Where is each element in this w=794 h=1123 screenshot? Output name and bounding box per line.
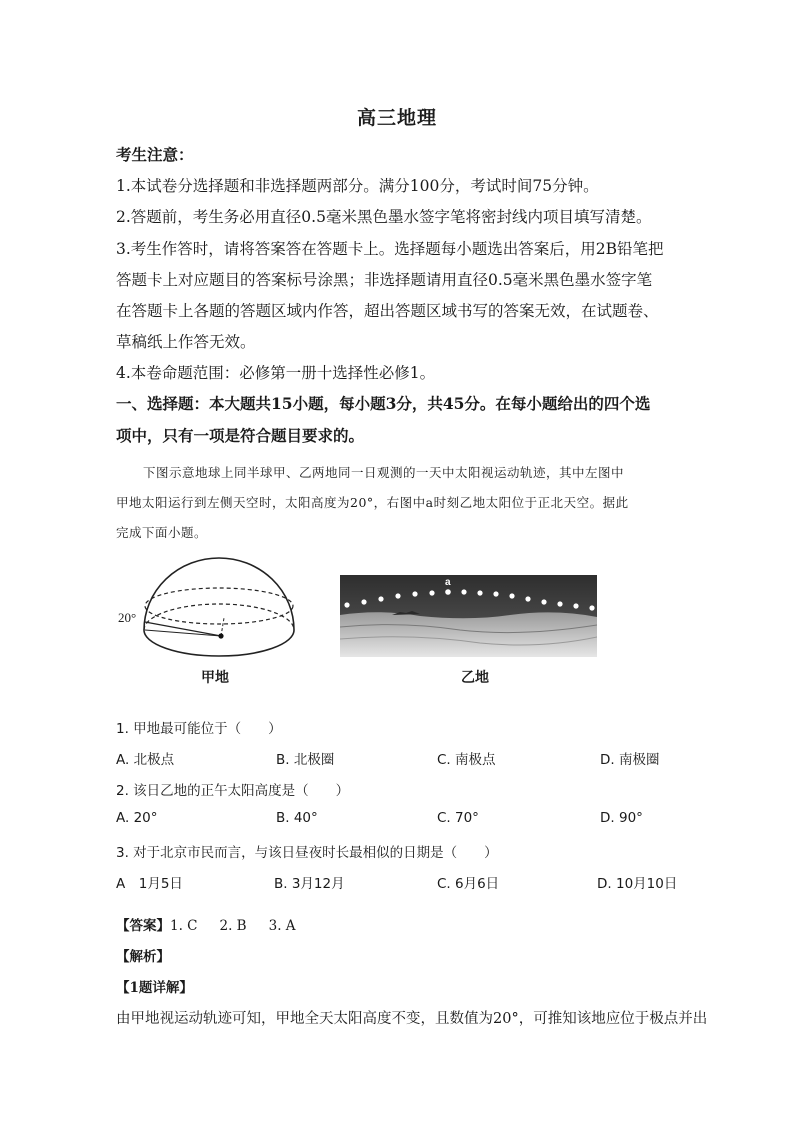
- sun-position: [525, 596, 530, 601]
- q3-option-c: C. 6月6日: [437, 876, 500, 892]
- answer-value: 2. B: [219, 918, 247, 934]
- page-title: 高三地理: [356, 107, 437, 129]
- passage-line: 甲地太阳运行到左侧天空时，太阳高度为20°，右图中a时刻乙地太阳位于正北天空。据此: [116, 495, 629, 510]
- q2-option-d: D. 90°: [600, 810, 643, 826]
- angle-label: 20°: [118, 610, 137, 625]
- section-heading: 一、选择题：本大题共15小题，每小题3分，共45分。在每小题给出的四个选: [116, 394, 651, 413]
- question-1-stem: 1. 甲地最可能位于（ ）: [116, 721, 282, 737]
- answer-value: 1. C: [170, 918, 198, 934]
- question-2-stem: 2. 该日乙地的正午太阳高度是（ ）: [116, 783, 350, 799]
- notice-heading: 考生注意：: [116, 145, 194, 164]
- observer-point: [218, 633, 223, 638]
- passage-line: 完成下面小题。: [116, 525, 208, 540]
- sun-position: [461, 589, 466, 594]
- sun-position: [429, 590, 434, 595]
- sun-position: [412, 591, 417, 596]
- notice-line: 草稿纸上作答无效。: [116, 333, 256, 351]
- sun-position: [395, 593, 400, 598]
- sun-position-a: [445, 589, 451, 595]
- q3-option-d: D. 10月10日: [597, 876, 678, 892]
- dome-outline: [144, 558, 294, 630]
- q2-option-c: C. 70°: [437, 810, 479, 826]
- sun-path-circle: [145, 588, 293, 624]
- q1-option-d: D. 南极圈: [600, 752, 660, 768]
- analysis-text: 由甲地视运动轨迹可知，甲地全天太阳高度不变，且数值为20°，可推知该地应位于极点并出: [116, 1011, 708, 1027]
- horizon-line: [145, 630, 221, 636]
- sun-trail-photo: [340, 575, 597, 657]
- answer-label: 【答案】: [116, 918, 170, 934]
- point-a-label: a: [445, 577, 451, 588]
- right-figure-caption: 乙地: [461, 670, 489, 686]
- sun-position: [344, 602, 349, 607]
- q2-option-a: A. 20°: [116, 810, 158, 826]
- notice-line: 1.本试卷分选择题和非选择题两部分。满分100分，考试时间75分钟。: [116, 177, 599, 195]
- sight-line: [145, 622, 221, 636]
- sun-position: [509, 593, 514, 598]
- section-heading-cont: 项中，只有一项是符合题目要求的。: [116, 426, 365, 445]
- analysis-label: 【解析】: [116, 949, 170, 965]
- notice-line: 3.考生作答时，请将答案答在答题卡上。选择题每小题选出答案后，用2B铅笔把: [116, 240, 664, 258]
- sun-position: [589, 605, 594, 610]
- sun-position: [378, 596, 383, 601]
- horizon-front: [144, 630, 294, 656]
- sun-position: [557, 601, 562, 606]
- q2-option-b: B. 40°: [276, 810, 318, 826]
- left-figure-caption: 甲地: [201, 670, 229, 686]
- sun-position: [573, 603, 578, 608]
- notice-line: 4.本卷命题范围：必修第一册十选择性必修1。: [116, 364, 436, 382]
- hemisphere-figure: [112, 556, 308, 662]
- q1-option-a: A. 北极点: [116, 752, 175, 768]
- passage-line: 下图示意地球上同半球甲、乙两地同一日观测的一天中太阳视运动轨迹，其中左图中: [143, 465, 625, 480]
- notice-line: 2.答题前，考生务必用直径0.5毫米黑色墨水签字笔将密封线内项目填写清楚。: [116, 208, 652, 226]
- analysis-sub-label: 【1题详解】: [116, 980, 193, 996]
- question-3-stem: 3. 对于北京市民而言，与该日昼夜时长最相似的日期是（ ）: [116, 845, 498, 861]
- q3-option-a: A 1月5日: [116, 876, 183, 892]
- vertical-line: [221, 618, 224, 636]
- notice-line: 在答题卡上各题的答题区域内作答，超出答题区域书写的答案无效，在试题卷、: [116, 302, 659, 320]
- notice-line: 答题卡上对应题目的答案标号涂黑；非选择题请用直径0.5毫米黑色墨水签字笔: [116, 271, 653, 289]
- q1-option-b: B. 北极圈: [276, 752, 335, 768]
- sun-position: [541, 599, 546, 604]
- q3-option-b: B. 3月12月: [274, 876, 345, 892]
- answer-value: 3. A: [268, 918, 296, 934]
- answer-row: [116, 914, 296, 934]
- q1-option-c: C. 南极点: [437, 752, 496, 768]
- sun-position: [361, 599, 366, 604]
- sun-position: [477, 590, 482, 595]
- snow-ground: [340, 612, 597, 657]
- sun-position: [493, 591, 498, 596]
